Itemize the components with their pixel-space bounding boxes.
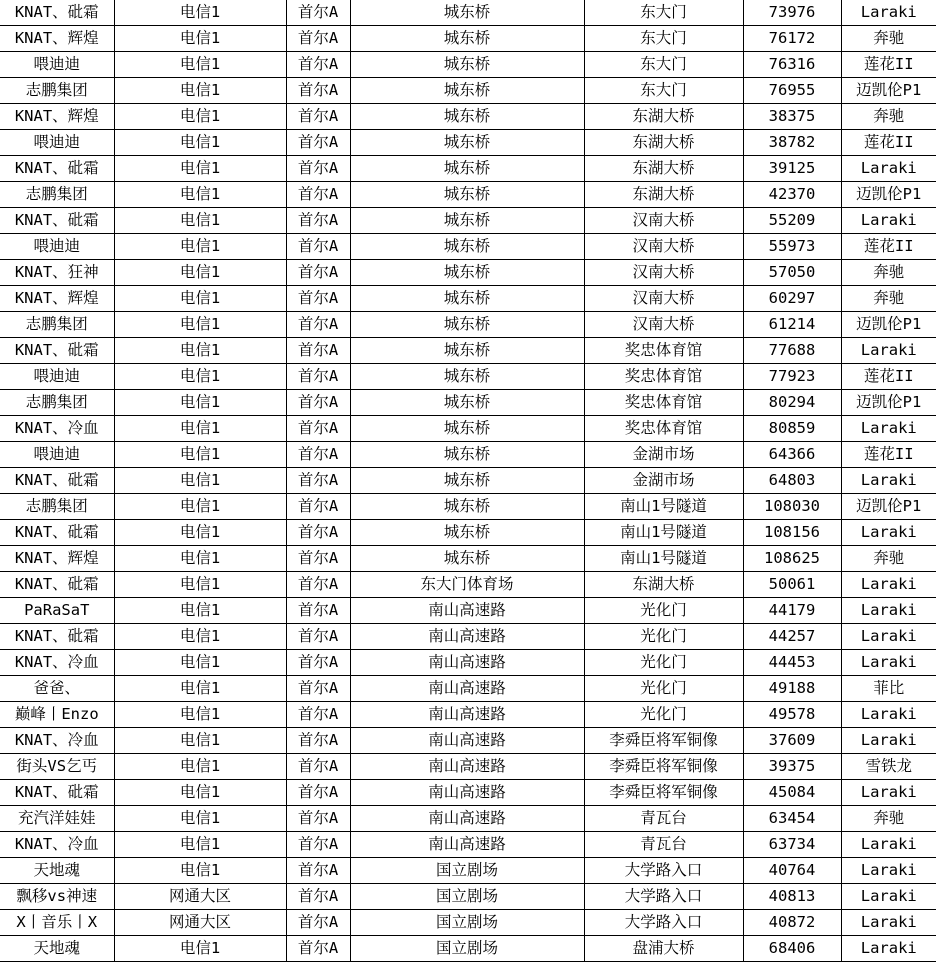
time-cell[interactable]: 44257 [743,624,841,650]
player-cell[interactable]: KNAT、冷血 [0,832,114,858]
start-cell[interactable]: 城东桥 [350,390,584,416]
table-row [0,416,936,442]
region-cell[interactable]: 首尔A [286,52,350,78]
region-cell[interactable]: 首尔A [286,468,350,494]
time-cell[interactable]: 49578 [743,702,841,728]
time-cell[interactable]: 44453 [743,650,841,676]
start-cell[interactable]: 南山高速路 [350,728,584,754]
region-cell[interactable]: 首尔A [286,78,350,104]
region-cell[interactable]: 首尔A [286,676,350,702]
time-cell[interactable]: 108156 [743,520,841,546]
end-cell[interactable]: 李舜臣将军铜像 [584,754,743,780]
start-cell[interactable]: 南山高速路 [350,754,584,780]
region-cell[interactable]: 首尔A [286,884,350,910]
region-cell[interactable]: 首尔A [286,520,350,546]
car-cell[interactable]: Laraki [841,624,936,650]
server-cell[interactable]: 电信1 [114,494,286,520]
car-cell[interactable]: 迈凯伦P1 [841,182,936,208]
table-row [0,598,936,624]
player-cell[interactable]: 飘移vs神速 [0,884,114,910]
region-cell[interactable]: 首尔A [286,806,350,832]
start-cell[interactable]: 国立剧场 [350,910,584,936]
table-row [0,104,936,130]
table-row [0,806,936,832]
server-cell[interactable]: 电信1 [114,572,286,598]
server-cell[interactable]: 电信1 [114,234,286,260]
time-cell[interactable]: 57050 [743,260,841,286]
player-cell[interactable]: 街头VS乞丐 [0,754,114,780]
server-cell[interactable]: 电信1 [114,676,286,702]
car-cell[interactable]: 迈凯伦P1 [841,390,936,416]
region-cell[interactable]: 首尔A [286,26,350,52]
end-cell[interactable]: 汉南大桥 [584,260,743,286]
region-cell[interactable]: 首尔A [286,286,350,312]
start-cell[interactable]: 城东桥 [350,494,584,520]
end-cell[interactable]: 东湖大桥 [584,130,743,156]
start-cell[interactable]: 城东桥 [350,104,584,130]
table-row [0,78,936,104]
car-cell[interactable]: Laraki [841,208,936,234]
table-row [0,442,936,468]
end-cell[interactable]: 金湖市场 [584,468,743,494]
player-cell[interactable]: KNAT、砒霜 [0,780,114,806]
player-cell[interactable]: PaRaSaT [0,598,114,624]
time-cell[interactable]: 55973 [743,234,841,260]
region-cell[interactable]: 首尔A [286,624,350,650]
start-cell[interactable]: 城东桥 [350,182,584,208]
player-cell[interactable]: 志鹏集团 [0,312,114,338]
start-cell[interactable]: 国立剧场 [350,936,584,962]
table-row [0,546,936,572]
region-cell[interactable]: 首尔A [286,442,350,468]
start-cell[interactable]: 城东桥 [350,78,584,104]
region-cell[interactable]: 首尔A [286,338,350,364]
car-cell[interactable]: Laraki [841,338,936,364]
time-cell[interactable]: 73976 [743,0,841,26]
region-cell[interactable]: 首尔A [286,650,350,676]
table-row [0,624,936,650]
time-cell[interactable]: 39125 [743,156,841,182]
end-cell[interactable]: 奖忠体育馆 [584,416,743,442]
player-cell[interactable]: 志鹏集团 [0,494,114,520]
end-cell[interactable]: 南山1号隧道 [584,546,743,572]
end-cell[interactable]: 盘浦大桥 [584,936,743,962]
start-cell[interactable]: 城东桥 [350,156,584,182]
region-cell[interactable]: 首尔A [286,494,350,520]
server-cell[interactable]: 电信1 [114,936,286,962]
time-cell[interactable]: 38782 [743,130,841,156]
car-cell[interactable]: Laraki [841,702,936,728]
table-row [0,936,936,962]
server-cell[interactable]: 电信1 [114,442,286,468]
server-cell[interactable]: 电信1 [114,754,286,780]
end-cell[interactable]: 汉南大桥 [584,286,743,312]
server-cell[interactable]: 电信1 [114,130,286,156]
table-row [0,338,936,364]
server-cell[interactable]: 电信1 [114,312,286,338]
player-cell[interactable]: KNAT、冷血 [0,650,114,676]
player-cell[interactable]: 志鹏集团 [0,78,114,104]
server-cell[interactable]: 电信1 [114,468,286,494]
time-cell[interactable]: 63454 [743,806,841,832]
start-cell[interactable]: 东大门体育场 [350,572,584,598]
player-cell[interactable]: 喂迪迪 [0,442,114,468]
table-row [0,910,936,936]
car-cell[interactable]: 奔驰 [841,806,936,832]
end-cell[interactable]: 青瓦台 [584,806,743,832]
end-cell[interactable]: 光化门 [584,650,743,676]
time-cell[interactable]: 40872 [743,910,841,936]
time-cell[interactable]: 77923 [743,364,841,390]
car-cell[interactable]: 莲花II [841,52,936,78]
car-cell[interactable]: Laraki [841,910,936,936]
player-cell[interactable]: 喂迪迪 [0,130,114,156]
start-cell[interactable]: 南山高速路 [350,624,584,650]
end-cell[interactable]: 奖忠体育馆 [584,338,743,364]
car-cell[interactable]: 莲花II [841,130,936,156]
car-cell[interactable]: Laraki [841,598,936,624]
region-cell[interactable]: 首尔A [286,598,350,624]
region-cell[interactable]: 首尔A [286,754,350,780]
server-cell[interactable]: 电信1 [114,286,286,312]
server-cell[interactable]: 电信1 [114,338,286,364]
end-cell[interactable]: 南山1号隧道 [584,494,743,520]
car-cell[interactable]: Laraki [841,936,936,962]
car-cell[interactable]: 莲花II [841,364,936,390]
table-row [0,780,936,806]
start-cell[interactable]: 南山高速路 [350,650,584,676]
end-cell[interactable]: 东大门 [584,52,743,78]
end-cell[interactable]: 李舜臣将军铜像 [584,780,743,806]
end-cell[interactable]: 大学路入口 [584,858,743,884]
time-cell[interactable]: 45084 [743,780,841,806]
table-row [0,52,936,78]
player-cell[interactable]: 巅峰丨Enzo [0,702,114,728]
player-cell[interactable]: KNAT、砒霜 [0,520,114,546]
start-cell[interactable]: 国立剧场 [350,858,584,884]
table-row [0,858,936,884]
time-cell[interactable]: 50061 [743,572,841,598]
table-row [0,390,936,416]
end-cell[interactable]: 李舜臣将军铜像 [584,728,743,754]
player-cell[interactable]: KNAT、砒霜 [0,208,114,234]
table-row [0,26,936,52]
region-cell[interactable]: 首尔A [286,104,350,130]
end-cell[interactable]: 光化门 [584,624,743,650]
car-cell[interactable]: 迈凯伦P1 [841,494,936,520]
player-cell[interactable]: 志鹏集团 [0,182,114,208]
car-cell[interactable]: Laraki [841,780,936,806]
start-cell[interactable]: 城东桥 [350,0,584,26]
region-cell[interactable]: 首尔A [286,728,350,754]
end-cell[interactable]: 汉南大桥 [584,208,743,234]
time-cell[interactable]: 76316 [743,52,841,78]
car-cell[interactable]: 迈凯伦P1 [841,78,936,104]
table-row [0,208,936,234]
time-cell[interactable]: 80294 [743,390,841,416]
table-row [0,676,936,702]
region-cell[interactable]: 首尔A [286,572,350,598]
start-cell[interactable]: 国立剧场 [350,884,584,910]
region-cell[interactable]: 首尔A [286,832,350,858]
player-cell[interactable]: 喂迪迪 [0,234,114,260]
server-cell[interactable]: 电信1 [114,0,286,26]
car-cell[interactable]: Laraki [841,572,936,598]
end-cell[interactable]: 大学路入口 [584,910,743,936]
end-cell[interactable]: 东大门 [584,26,743,52]
player-cell[interactable]: KNAT、砒霜 [0,0,114,26]
region-cell[interactable]: 首尔A [286,416,350,442]
start-cell[interactable]: 城东桥 [350,260,584,286]
player-cell[interactable]: KNAT、砒霜 [0,156,114,182]
car-cell[interactable]: Laraki [841,728,936,754]
player-cell[interactable]: KNAT、辉煌 [0,286,114,312]
end-cell[interactable]: 奖忠体育馆 [584,364,743,390]
time-cell[interactable]: 63734 [743,832,841,858]
table-row [0,0,936,26]
end-cell[interactable]: 大学路入口 [584,884,743,910]
region-cell[interactable]: 首尔A [286,0,350,26]
time-cell[interactable]: 37609 [743,728,841,754]
car-cell[interactable]: 雪铁龙 [841,754,936,780]
time-cell[interactable]: 108625 [743,546,841,572]
car-cell[interactable]: Laraki [841,416,936,442]
car-cell[interactable]: Laraki [841,520,936,546]
car-cell[interactable]: Laraki [841,650,936,676]
start-cell[interactable]: 城东桥 [350,338,584,364]
table-row [0,364,936,390]
region-cell[interactable]: 首尔A [286,260,350,286]
region-cell[interactable]: 首尔A [286,234,350,260]
table-row [0,884,936,910]
region-cell[interactable]: 首尔A [286,780,350,806]
player-cell[interactable]: KNAT、砒霜 [0,572,114,598]
time-cell[interactable]: 42370 [743,182,841,208]
server-cell[interactable]: 电信1 [114,832,286,858]
player-cell[interactable]: X丨音乐丨X [0,910,114,936]
region-cell[interactable]: 首尔A [286,910,350,936]
time-cell[interactable]: 108030 [743,494,841,520]
server-cell[interactable]: 电信1 [114,78,286,104]
time-cell[interactable]: 40813 [743,884,841,910]
start-cell[interactable]: 城东桥 [350,130,584,156]
player-cell[interactable]: 爸爸、 [0,676,114,702]
car-cell[interactable]: Laraki [841,858,936,884]
table-row [0,130,936,156]
time-cell[interactable]: 68406 [743,936,841,962]
player-cell[interactable]: 喂迪迪 [0,52,114,78]
player-cell[interactable]: KNAT、辉煌 [0,104,114,130]
region-cell[interactable]: 首尔A [286,130,350,156]
server-cell[interactable]: 电信1 [114,806,286,832]
server-cell[interactable]: 电信1 [114,520,286,546]
start-cell[interactable]: 南山高速路 [350,598,584,624]
player-cell[interactable]: KNAT、狂神 [0,260,114,286]
start-cell[interactable]: 南山高速路 [350,780,584,806]
time-cell[interactable]: 40764 [743,858,841,884]
region-cell[interactable]: 首尔A [286,936,350,962]
server-cell[interactable]: 电信1 [114,624,286,650]
start-cell[interactable]: 城东桥 [350,520,584,546]
start-cell[interactable]: 南山高速路 [350,702,584,728]
start-cell[interactable]: 城东桥 [350,312,584,338]
car-cell[interactable]: 莲花II [841,442,936,468]
time-cell[interactable]: 60297 [743,286,841,312]
time-cell[interactable]: 39375 [743,754,841,780]
start-cell[interactable]: 城东桥 [350,546,584,572]
table-row [0,234,936,260]
end-cell[interactable]: 东大门 [584,78,743,104]
player-cell[interactable]: KNAT、砒霜 [0,338,114,364]
start-cell[interactable]: 城东桥 [350,416,584,442]
server-cell[interactable]: 电信1 [114,858,286,884]
time-cell[interactable]: 55209 [743,208,841,234]
end-cell[interactable]: 南山1号隧道 [584,520,743,546]
end-cell[interactable]: 光化门 [584,702,743,728]
table-row [0,572,936,598]
table-row [0,260,936,286]
player-cell[interactable]: 天地魂 [0,858,114,884]
start-cell[interactable]: 南山高速路 [350,676,584,702]
region-cell[interactable]: 首尔A [286,182,350,208]
player-cell[interactable]: KNAT、辉煌 [0,26,114,52]
start-cell[interactable]: 城东桥 [350,52,584,78]
time-cell[interactable]: 49188 [743,676,841,702]
car-cell[interactable]: 奔驰 [841,104,936,130]
end-cell[interactable]: 光化门 [584,676,743,702]
server-cell[interactable]: 电信1 [114,156,286,182]
table-row [0,286,936,312]
end-cell[interactable]: 汉南大桥 [584,312,743,338]
end-cell[interactable]: 东大门 [584,0,743,26]
table-row [0,702,936,728]
server-cell[interactable]: 电信1 [114,390,286,416]
car-cell[interactable]: 菲比 [841,676,936,702]
region-cell[interactable]: 首尔A [286,156,350,182]
time-cell[interactable]: 80859 [743,416,841,442]
table-row [0,520,936,546]
table-row [0,468,936,494]
server-cell[interactable]: 电信1 [114,416,286,442]
player-cell[interactable]: 喂迪迪 [0,364,114,390]
start-cell[interactable]: 城东桥 [350,364,584,390]
server-cell[interactable]: 电信1 [114,26,286,52]
car-cell[interactable]: 奔驰 [841,260,936,286]
player-cell[interactable]: 天地魂 [0,936,114,962]
player-cell[interactable]: KNAT、冷血 [0,416,114,442]
region-cell[interactable]: 首尔A [286,364,350,390]
end-cell[interactable]: 东湖大桥 [584,572,743,598]
end-cell[interactable]: 汉南大桥 [584,234,743,260]
car-cell[interactable]: Laraki [841,468,936,494]
table-row [0,650,936,676]
end-cell[interactable]: 青瓦台 [584,832,743,858]
time-cell[interactable]: 38375 [743,104,841,130]
player-cell[interactable]: KNAT、冷血 [0,728,114,754]
server-cell[interactable]: 电信1 [114,52,286,78]
region-cell[interactable]: 首尔A [286,702,350,728]
server-cell[interactable]: 电信1 [114,650,286,676]
car-cell[interactable]: 迈凯伦P1 [841,312,936,338]
start-cell[interactable]: 城东桥 [350,468,584,494]
time-cell[interactable]: 76172 [743,26,841,52]
region-cell[interactable]: 首尔A [286,312,350,338]
time-cell[interactable]: 44179 [743,598,841,624]
region-cell[interactable]: 首尔A [286,546,350,572]
region-cell[interactable]: 首尔A [286,390,350,416]
region-cell[interactable]: 首尔A [286,858,350,884]
player-cell[interactable]: KNAT、砒霜 [0,624,114,650]
car-cell[interactable]: 奔驰 [841,26,936,52]
time-cell[interactable]: 64803 [743,468,841,494]
table-row [0,832,936,858]
player-cell[interactable]: 充汽洋娃娃 [0,806,114,832]
end-cell[interactable]: 光化门 [584,598,743,624]
player-cell[interactable]: KNAT、砒霜 [0,468,114,494]
server-cell[interactable]: 电信1 [114,182,286,208]
server-cell[interactable]: 电信1 [114,598,286,624]
player-cell[interactable]: KNAT、辉煌 [0,546,114,572]
end-cell[interactable]: 金湖市场 [584,442,743,468]
table-row [0,312,936,338]
table-row [0,156,936,182]
region-cell[interactable]: 首尔A [286,208,350,234]
end-cell[interactable]: 东湖大桥 [584,156,743,182]
table-row [0,754,936,780]
car-cell[interactable]: 莲花II [841,234,936,260]
server-cell[interactable]: 电信1 [114,260,286,286]
end-cell[interactable]: 东湖大桥 [584,182,743,208]
time-cell[interactable]: 61214 [743,312,841,338]
start-cell[interactable]: 城东桥 [350,234,584,260]
start-cell[interactable]: 南山高速路 [350,806,584,832]
car-cell[interactable]: 奔驰 [841,546,936,572]
car-cell[interactable]: Laraki [841,884,936,910]
server-cell[interactable]: 电信1 [114,728,286,754]
table-row [0,182,936,208]
end-cell[interactable]: 东湖大桥 [584,104,743,130]
server-cell[interactable]: 电信1 [114,780,286,806]
start-cell[interactable]: 城东桥 [350,26,584,52]
car-cell[interactable]: Laraki [841,156,936,182]
car-cell[interactable]: Laraki [841,832,936,858]
table-row [0,494,936,520]
time-cell[interactable]: 76955 [743,78,841,104]
start-cell[interactable]: 城东桥 [350,442,584,468]
start-cell[interactable]: 城东桥 [350,208,584,234]
server-cell[interactable]: 电信1 [114,546,286,572]
server-cell[interactable]: 电信1 [114,104,286,130]
start-cell[interactable]: 南山高速路 [350,832,584,858]
car-cell[interactable]: Laraki [841,0,936,26]
end-cell[interactable]: 奖忠体育馆 [584,390,743,416]
server-cell[interactable]: 电信1 [114,364,286,390]
player-cell[interactable]: 志鹏集团 [0,390,114,416]
server-cell[interactable]: 电信1 [114,208,286,234]
server-cell[interactable]: 电信1 [114,702,286,728]
start-cell[interactable]: 城东桥 [350,286,584,312]
time-cell[interactable]: 77688 [743,338,841,364]
server-cell[interactable]: 网通大区 [114,884,286,910]
server-cell[interactable]: 网通大区 [114,910,286,936]
table-row [0,728,936,754]
time-cell[interactable]: 64366 [743,442,841,468]
car-cell[interactable]: 奔驰 [841,286,936,312]
